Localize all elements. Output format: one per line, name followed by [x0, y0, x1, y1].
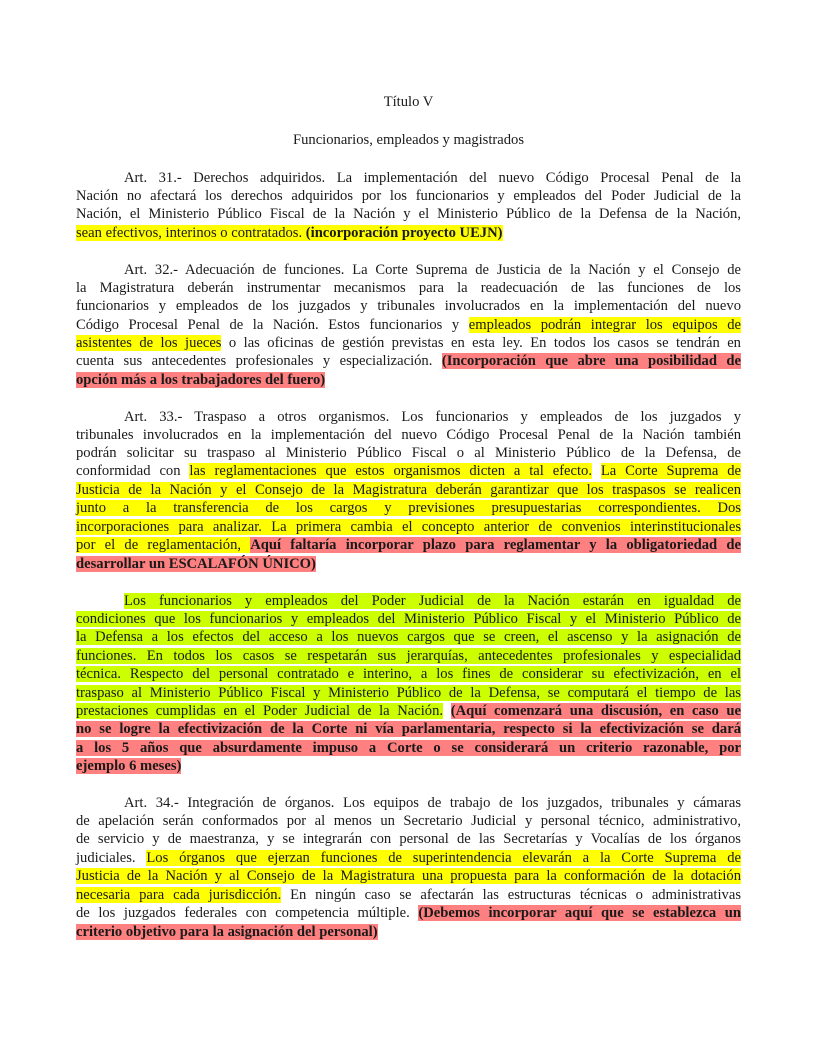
red-annotation: criterio objetivo para la asignación del personal) [76, 924, 378, 940]
yellow-highlight: Los órganos que ejerzan funciones de superintendencia elevarán a la Corte Suprema de [146, 850, 741, 866]
red-annotation: a los 5 años que absurdamente impuso a Corte o se considerará un criterio razonable, por [76, 740, 741, 756]
paragraph-line [76, 867, 741, 885]
paragraph-line: Art. 31.- Derechos adquiridos. La implementación del nuevo Código Procesal Penal de la [124, 170, 741, 186]
paragraph-line [76, 923, 741, 941]
paragraph-line: de apelación serán conformados por al menos un Secretario Judicial y personal técnico, administrativo, [76, 813, 741, 829]
paragraph-line: asistentes de los jueces o las oficinas de gestión previstas en esta ley. En todos los casos se tendrán en [76, 335, 741, 351]
green-highlight: Los funcionarios y empleados del Poder Judicial de la Nación estarán en igualdad de [124, 593, 741, 609]
red-annotation: (Incorporación que abre una posibilidad de [441, 353, 741, 369]
paragraph-line: Nación no afectará los derechos adquiridos por los funcionarios y empleados del Poder Judicial de la [76, 188, 741, 204]
paragraph-line [76, 628, 741, 646]
yellow-highlight: asistentes de los jueces [76, 335, 222, 351]
paragraph-line: necesaria para cada jurisdicción. En ningún caso se afectarán las estructuras técnicas o administrativas [76, 887, 741, 903]
paragraph-line: Art. 34.- Integración de órganos. Los equipos de trabajo de los juzgados, tribunales y cámaras [124, 795, 741, 811]
paragraph-line [76, 720, 741, 738]
paragraph-line: podrán solicitar su traspaso al Ministerio Público Fiscal o al Ministerio Público de la Defensa, de [76, 445, 741, 461]
red-annotation: (Debemos incorporar aquí que se establezca un [418, 905, 742, 921]
paragraph-line: la Magistratura deberán instrumentar mecanismos para la readecuación de las funciones de los [76, 280, 741, 296]
green-highlight: condiciones que los funcionarios y empleados del Ministerio Público Fiscal y el Ministerio Público de [76, 611, 741, 627]
paragraph-line [76, 371, 741, 389]
paragraph-line [76, 499, 741, 517]
green-highlight: prestaciones cumplidas en el Poder Judicial de la Nación. [76, 703, 444, 719]
document-subtitle: Funcionarios, empleados y magistrados [292, 132, 525, 148]
paragraph-line: cuenta sus antecedentes profesionales y especialización. (Incorporación que abre una posibilidad de [76, 353, 741, 369]
yellow-highlight: las reglamentaciones que estos organismos dicten a tal efecto. [189, 463, 593, 479]
paragraph-line [76, 224, 741, 242]
paragraph-line: Código Procesal Penal de la Nación. Estos funcionarios y empleados podrán integrar los equipos de [76, 317, 742, 333]
red-annotation: ejemplo 6 meses) [76, 758, 182, 774]
paragraph-line [76, 702, 741, 720]
yellow-highlight: junto a la transferencia de los cargos y previsiones presupuestarias correspondientes. Dos [76, 500, 741, 516]
paragraph-line: de servicio y de maestranza, y se integrarán con personal de las Secretarías y Vocalías de los órganos [76, 831, 741, 847]
yellow-highlight: La Corte Suprema de [600, 463, 741, 479]
paragraph-line [124, 592, 741, 610]
paragraph-line [76, 739, 741, 757]
paragraph-line: Art. 32.- Adecuación de funciones. La Corte Suprema de Justicia de la Nación y el Consejo de [124, 262, 741, 278]
yellow-highlight: Justicia de la Nación y el Consejo de la Magistratura deberán garantizar que los traspasos se realicen [76, 482, 741, 498]
yellow-highlight: sean efectivos, interinos o contratados. [76, 225, 306, 241]
paragraph-line [76, 555, 741, 573]
green-highlight: traspaso al Ministerio Público Fiscal y Ministerio Público de la Defensa, se computará el tiempo de las [76, 685, 741, 701]
paragraph-line: judiciales. Los órganos que ejerzan funciones de superintendencia elevarán a la Corte Suprema de [76, 850, 741, 866]
paragraph-line [76, 481, 741, 499]
paragraph-line [76, 665, 741, 683]
paragraph-line [76, 518, 741, 536]
red-annotation: no se logre la efectivización de la Corte ni vía parlamentaria, respecto si la efectivización se dará [76, 721, 741, 737]
yellow-highlight: necesaria para cada jurisdicción. [76, 887, 282, 903]
green-highlight: funciones. En todos los casos se respetarán sus jerarquías, antecedentes profesionales y especialidad [76, 648, 741, 664]
document-title: Título V [383, 94, 434, 110]
paragraph-line [76, 536, 741, 554]
green-highlight: la Defensa a los efectos del acceso a los nuevos cargos que se creen, el ascenso y la asignación de [76, 629, 741, 645]
yellow-highlight: incorporaciones para analizar. La primera cambia el concepto anterior de convenios interinstitucionales [76, 519, 741, 535]
red-annotation: opción más a los trabajadores del fuero) [76, 372, 326, 388]
paragraph-line: de los juzgados federales con competencia múltiple. (Debemos incorporar aquí que se establezca un [76, 905, 742, 921]
green-highlight: técnica. Respecto del personal contratado e interino, a los fines de considerar su efectivización, en el [76, 666, 741, 682]
yellow-highlight: empleados podrán integrar los equipos de [468, 317, 742, 333]
red-annotation: Aquí faltaría incorporar plazo para reglamentar y la obligatoriedad de [250, 537, 741, 553]
paragraph-line [76, 684, 741, 702]
paragraph-line: funcionarios y empleados de los juzgados y tribunales involucrados en la implementación del nuevo [76, 298, 741, 314]
yellow-highlight: por el de reglamentación, [76, 537, 251, 553]
yellow-highlight: Justicia de la Nación y al Consejo de la Magistratura una propuesta para la conformación de la dotación [76, 868, 741, 884]
annotation-note: (incorporación proyecto UEJN) [305, 225, 503, 241]
paragraph-line: tribunales involucrados en la implementación del nuevo Código Procesal Penal de la Nación también [76, 427, 741, 443]
paragraph-line: conformidad con las reglamentaciones que estos organismos dicten a tal efecto. La Corte Suprema de [76, 463, 741, 479]
paragraph-line [76, 647, 741, 665]
paragraph-line: Art. 33.- Traspaso a otros organismos. Los funcionarios y empleados de los juzgados y [124, 409, 741, 425]
paragraph-line [76, 610, 741, 628]
paragraph-line: Nación, el Ministerio Público Fiscal de la Nación y el Ministerio Público de la Defensa de la Nación, [76, 206, 741, 222]
paragraph-line [76, 757, 741, 775]
red-annotation: (Aquí comenzará una discusión, en caso ue [450, 703, 741, 719]
red-annotation: desarrollar un ESCALAFÓN ÚNICO) [76, 556, 316, 572]
